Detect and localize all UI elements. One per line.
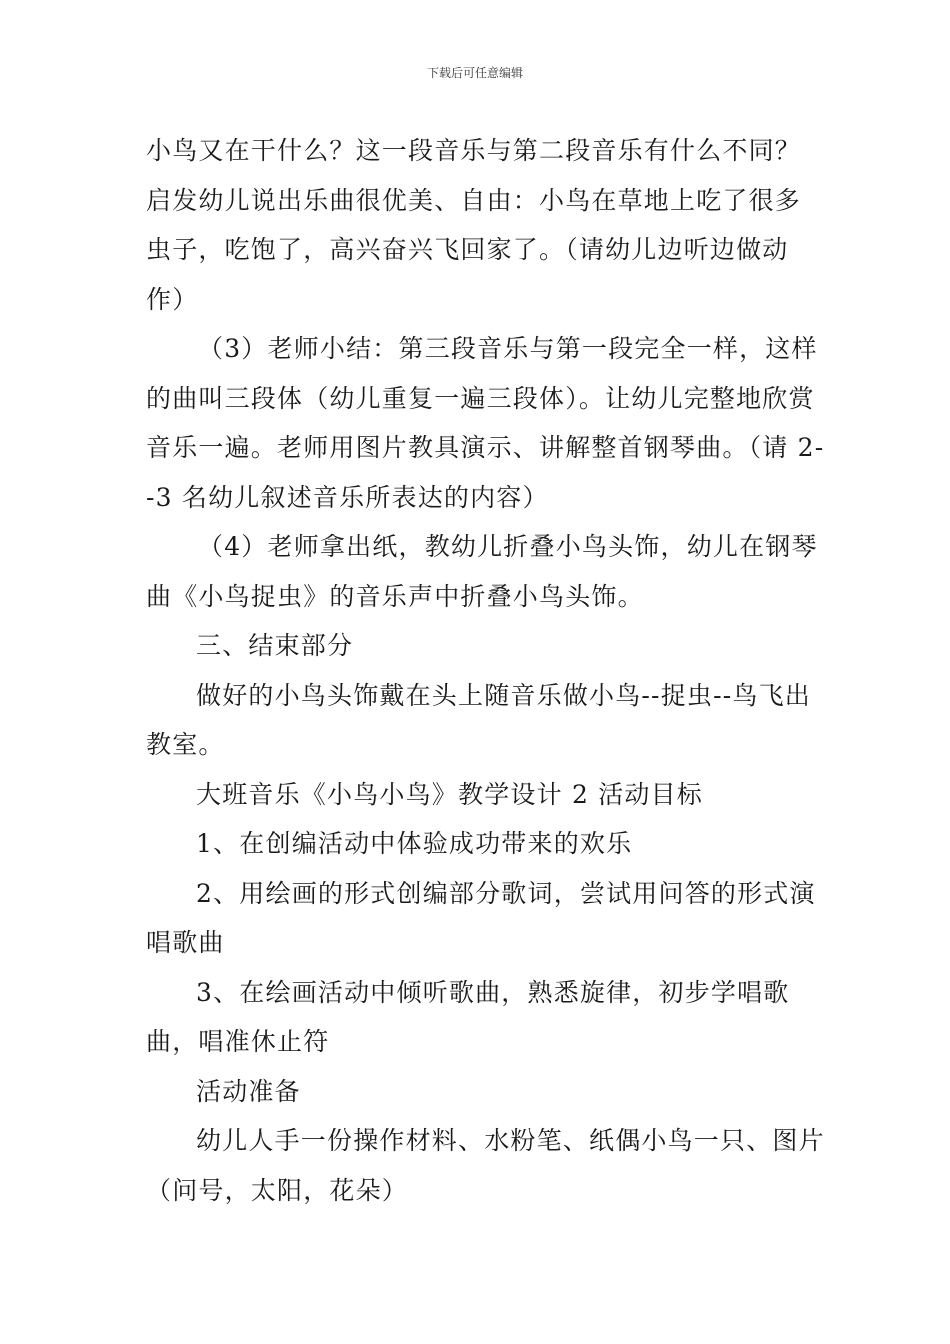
paragraph-fold-headdress: （4）老师拿出纸，教幼儿折叠小鸟头饰，幼儿在钢琴曲《小鸟捉虫》的音乐声中折叠小鸟头饰。 (146, 532, 818, 611)
section-title-design-2: 大班音乐《小鸟小鸟》教学设计 2 活动目标 (196, 779, 704, 809)
paragraph-bird-activity: 小鸟又在干什么？这一段音乐与第二段音乐有什么不同？启发幼儿说出乐曲很优美、自由：小鸟在草地上吃了很多虫子，吃饱了，高兴奋兴飞回家了。（请幼儿边听边做动作） (146, 136, 802, 314)
goal-item-2: 2、用绘画的形式创编部分歌词，尝试用问答的形式演唱歌曲 (146, 878, 816, 957)
paragraph-materials: 幼儿人手一份操作材料、水粉笔、纸偶小鸟一只、图片（问号，太阳，花朵） (146, 1126, 825, 1205)
section-heading-preparation: 活动准备 (196, 1076, 301, 1106)
page-header: 下载后可任意编辑 (426, 66, 523, 80)
goal-item-1: 1、在创编活动中体验成功带来的欢乐 (196, 829, 633, 858)
goal-item-3: 3、在绘画活动中倾听歌曲，熟悉旋律，初步学唱歌曲，唱准休止符 (146, 977, 790, 1056)
document-body (146, 126, 826, 1215)
section-heading-ending: 三、结束部分 (196, 631, 354, 660)
paragraph-teacher-summary: （3）老师小结：第三段音乐与第一段完全一样，这样的曲叫三段体（幼儿重复一遍三段体）。让幼儿完整地欣赏音乐一遍。老师用图片教具演示、讲解整首钢琴曲。（请 2--3 名幼儿叙述音乐所表达的内容） (146, 334, 825, 512)
paragraph-exit-classroom: 做好的小鸟头饰戴在头上随音乐做小鸟--捉虫--鸟飞出教室。 (146, 680, 811, 759)
